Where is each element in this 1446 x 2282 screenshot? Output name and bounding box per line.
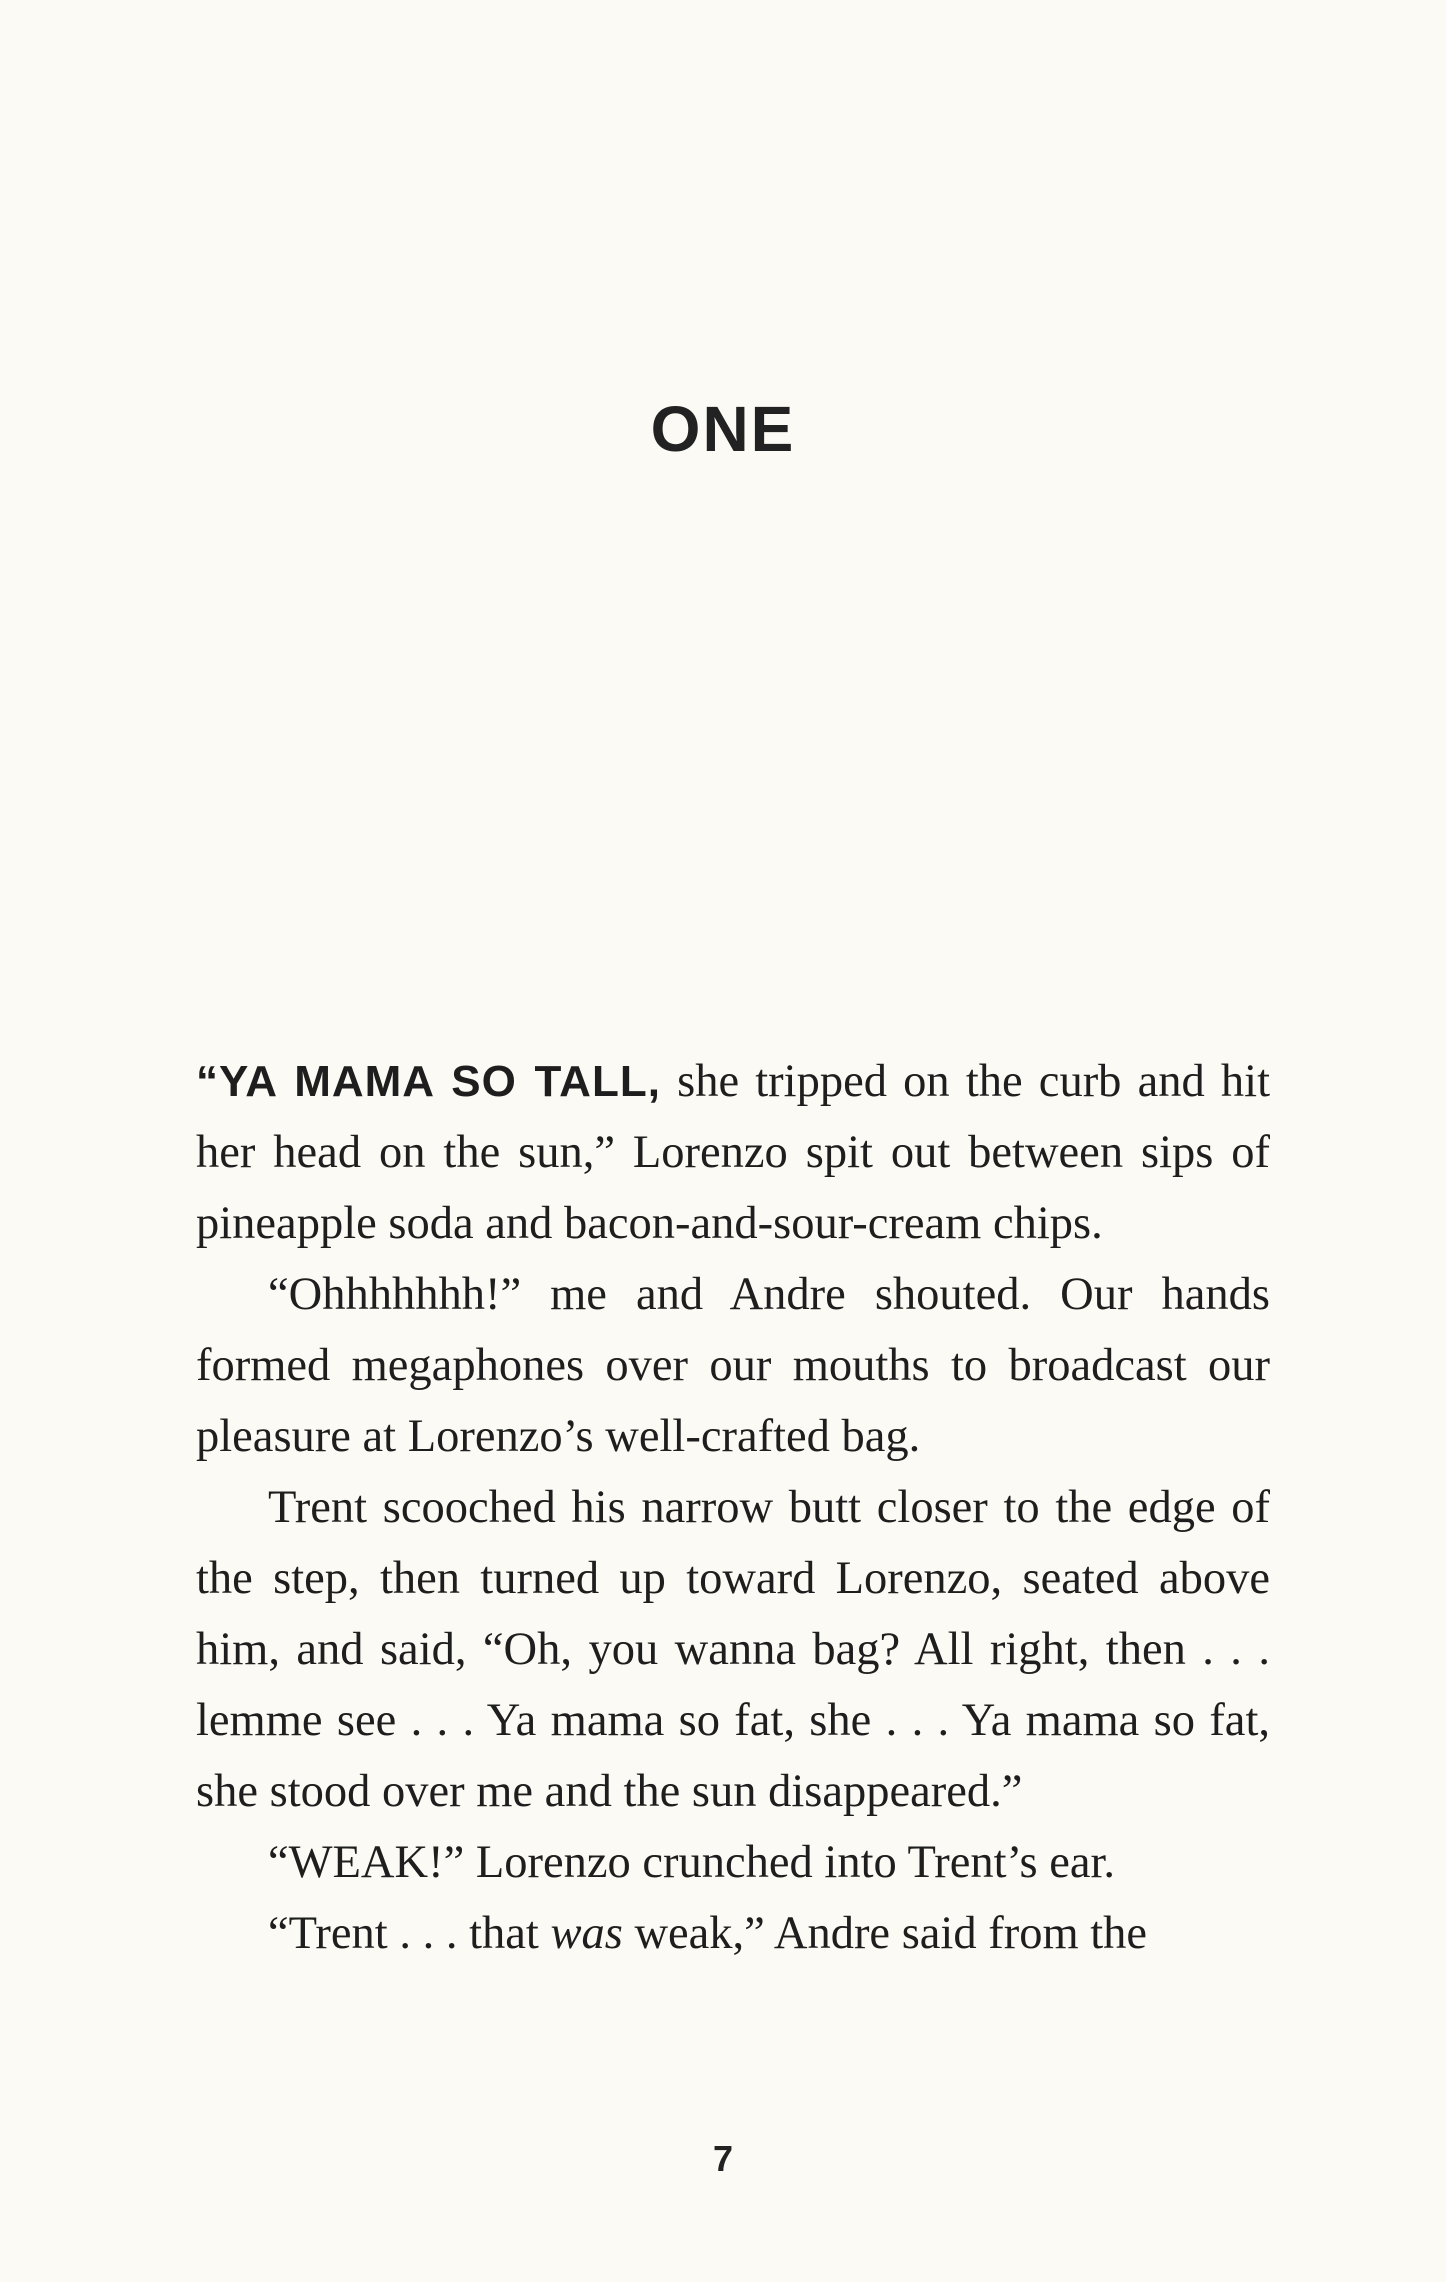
paragraph-5-text-before: “Trent . . . that xyxy=(268,1908,551,1959)
lead-in-text: “YA MAMA SO TALL, xyxy=(196,1057,661,1106)
paragraph-5-text-after: weak,” Andre said from the xyxy=(622,1908,1148,1959)
paragraph-2: “Ohhhhhhh!” me and Andre shouted. Our hands formed megaphones over our mouths to broadcast our pleasure at Lorenzo’s well-crafted bag. xyxy=(196,1269,1270,1462)
paragraph-1-text: she tripped on the curb and hit her head on the sun,” Lorenzo spit out between sips of pineapple soda and bacon-and-sour-cream chips. xyxy=(196,1056,1270,1249)
paragraph-5 xyxy=(196,1898,1270,1969)
page-number: 7 xyxy=(712,2138,734,2179)
chapter-title: ONE xyxy=(650,393,796,465)
paragraph-1 xyxy=(196,1046,1270,1259)
chapter-body xyxy=(196,1046,1270,1969)
paragraph-4: “WEAK!” Lorenzo crunched into Trent’s ear. xyxy=(268,1837,1116,1888)
paragraph-5-emphasis: was xyxy=(550,1908,623,1959)
paragraph-3: Trent scooched his narrow butt closer to the edge of the step, then turned up toward Lorenzo, seated above him, and said, “Oh, you wanna bag? All right, then . . . lemme see . . . Ya mama so fat, she . . . Ya mama so fat, she stood over me and the sun disappeared.” xyxy=(196,1482,1270,1817)
